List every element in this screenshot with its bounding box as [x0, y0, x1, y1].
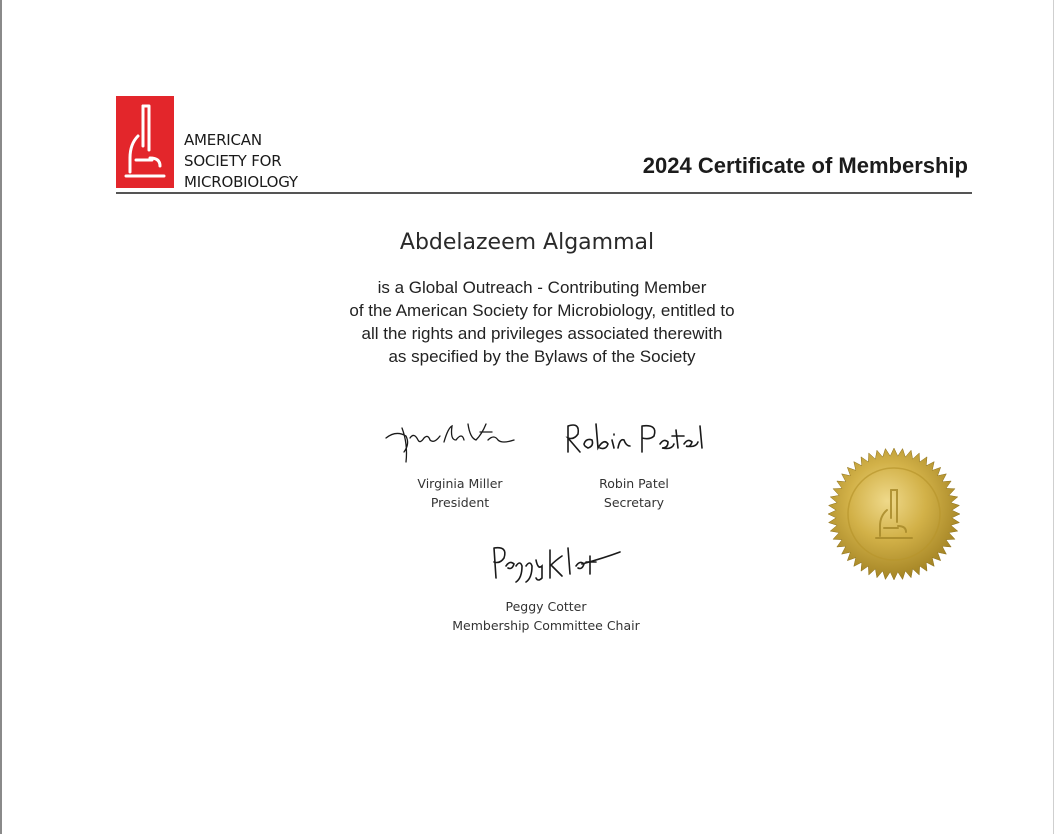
organization-name — [184, 130, 298, 193]
statement-line: all the rights and privileges associated therewith — [361, 324, 723, 343]
signatory-name: Virginia Miller — [417, 476, 503, 491]
signatory-name: Peggy Cotter — [505, 599, 587, 614]
signatory-president — [380, 474, 540, 512]
signature-peggy-cotter — [486, 538, 626, 588]
header-divider — [116, 192, 972, 194]
organization-name-line: AMERICAN — [184, 131, 262, 149]
page-left-edge — [0, 0, 2, 834]
membership-statement — [0, 276, 1054, 368]
signature-robin-patel — [562, 416, 712, 460]
statement-line: is a Global Outreach - Contributing Member — [377, 278, 707, 297]
gold-seal-icon — [826, 446, 962, 582]
signatory-committee-chair — [426, 597, 666, 635]
signatory-role: Secretary — [603, 495, 665, 510]
member-name: Abdelazeem Algammal — [399, 230, 655, 255]
signatory-role: President — [430, 495, 490, 510]
signature-virginia-miller — [384, 414, 524, 466]
asm-logo — [116, 96, 174, 188]
organization-name-line: MICROBIOLOGY — [184, 173, 298, 191]
signatory-role: Membership Committee Chair — [452, 618, 640, 633]
signatory-name: Robin Patel — [599, 476, 669, 491]
microscope-icon — [116, 96, 174, 188]
signatory-secretary — [554, 474, 714, 512]
statement-line: as specified by the Bylaws of the Society — [388, 347, 696, 366]
statement-line: of the American Society for Microbiology, entitled to — [349, 301, 735, 320]
certificate-title: 2024 Certificate of Membership — [642, 153, 968, 178]
organization-name-line: SOCIETY FOR — [184, 152, 282, 170]
